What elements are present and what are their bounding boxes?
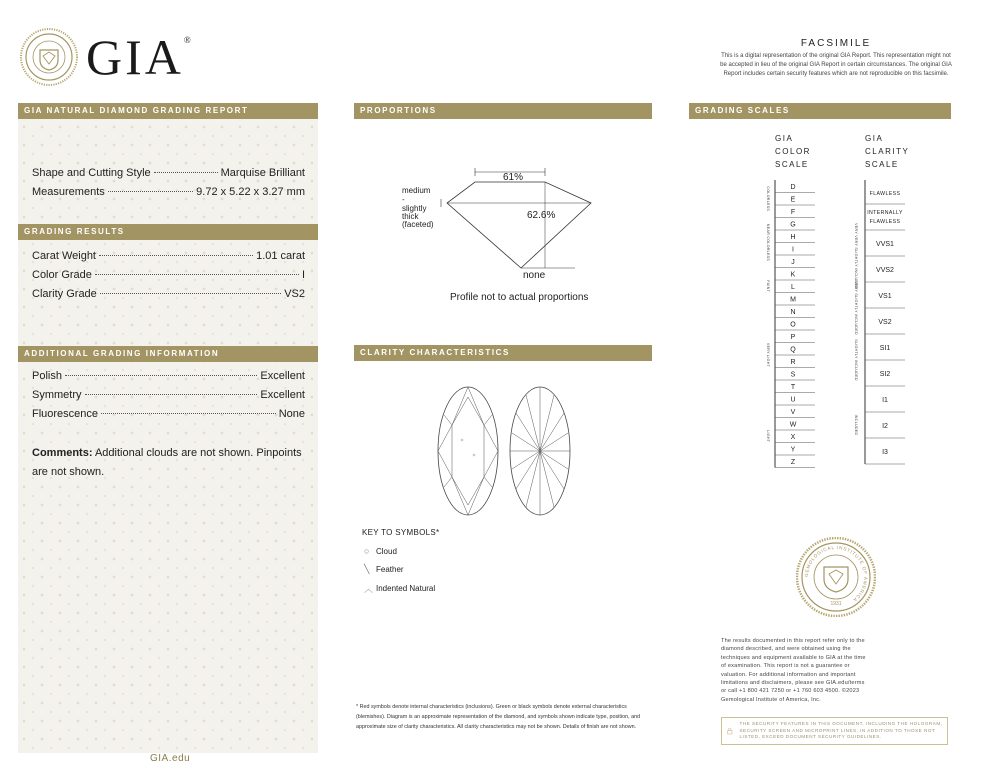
carat-row: Carat Weight 1.01 carat xyxy=(32,250,305,262)
color-group-label: COLORLESS xyxy=(766,186,770,212)
color-grade-J: J xyxy=(791,259,795,266)
facsimile-notice xyxy=(720,38,952,79)
key-item-feather: ╲ Feather xyxy=(364,564,404,574)
color-grade-S: S xyxy=(790,371,796,379)
cloud-icon: ○ xyxy=(364,546,370,556)
color-grade-value: I xyxy=(301,269,305,281)
crown-view xyxy=(438,387,498,515)
color-grade-G: G xyxy=(790,221,796,229)
diamond-profile xyxy=(447,182,591,268)
lock-icon xyxy=(726,721,733,741)
gia-institute-seal-icon xyxy=(796,537,876,617)
clarity-grade-if-line2: FLAWLESS xyxy=(869,219,901,225)
clarity-characteristics-header: CLARITY CHARACTERISTICS xyxy=(354,345,652,361)
color-grade-O: O xyxy=(790,321,796,329)
comments-label: Comments: xyxy=(32,447,93,459)
disclaimer-text: The results documented in this report refer only to the diamond described, and were obtained using the techniques and equipment available to GIA at the time of examination. This report is not a guarantee or valuation. For additional information and important limitations and disclaimers, please see GIA.edu/terms or call +1 800 421 7250 or +1 760 603 4500. ©2023 Gemological Institute of America, Inc. xyxy=(721,638,866,703)
color-grade-row: Color Grade I xyxy=(32,269,305,281)
security-notice xyxy=(721,717,948,745)
clarity-group-label: SLIGHTLY INCLUDED xyxy=(854,339,858,381)
grading-results-header: GRADING RESULTS xyxy=(18,224,318,240)
symmetry-row: Symmetry Excellent xyxy=(32,389,305,401)
symmetry-value: Excellent xyxy=(260,389,305,401)
table-percentage: 61% xyxy=(502,172,524,183)
measurements-row: Measurements 9.72 x 5.22 x 3.27 mm xyxy=(32,186,305,198)
clarity-grade-vvs2: VVS2 xyxy=(876,267,894,274)
color-grade-L: L xyxy=(791,284,795,291)
depth-percentage: 62.6% xyxy=(527,210,556,221)
proportions-diagram xyxy=(395,160,605,285)
measurements-value: 9.72 x 5.22 x 3.27 mm xyxy=(196,186,305,198)
gia-logo xyxy=(20,28,194,86)
clarity-footnote: * Red symbols denote internal characteristics (inclusions). Green or black symbols denote external characteristics (blemishes). Diagram is an approximate representation of the diamond, and symbols shown indicate type, position, and approximate size of clarity characteristics. All clarity characteristics may not be shown. Details of finish are not shown. xyxy=(356,704,641,730)
clarity-grade-i2: I2 xyxy=(882,423,888,430)
color-grade-W: W xyxy=(789,421,797,429)
fluorescence-value: None xyxy=(278,408,305,420)
clarity-group-label: VERY VERY SLIGHTLY INCLUDED xyxy=(854,223,858,289)
report-header: GIA NATURAL DIAMOND GRADING REPORT xyxy=(18,103,318,119)
color-grade-K: K xyxy=(790,271,796,279)
color-grade-T: T xyxy=(790,384,796,391)
gia-edu-link[interactable]: GIA.edu xyxy=(150,753,191,764)
clarity-grade-if-line1: INTERNALLY xyxy=(867,210,903,216)
clarity-scale-title: GIA xyxy=(865,134,884,143)
color-grade-I: I xyxy=(792,246,794,254)
proportions-header: PROPORTIONS xyxy=(354,103,652,119)
color-grade-E: E xyxy=(790,196,796,204)
facsimile-text: This is a digital representation of the original GIA Report. This representation might not be accepted in lieu of the original GIA Report in certain circumstances. The original GIA Report includes certain security features which are not reproducible on this facsimile. xyxy=(720,53,952,77)
clarity-grade-flawless: FLAWLESS xyxy=(869,191,901,197)
pavilion-view xyxy=(510,387,570,515)
polish-row: Polish Excellent xyxy=(32,370,305,382)
key-item-indented-natural: ︿ Indented Natural xyxy=(364,584,436,594)
indented-natural-icon: ︿ xyxy=(364,584,374,594)
color-grade-F: F xyxy=(790,209,796,216)
girdle-line-1: medium xyxy=(402,186,431,195)
color-grade-D: D xyxy=(790,184,796,191)
clarity-group-label: INCLUDED xyxy=(854,414,858,436)
clarity-grade-si2: SI2 xyxy=(879,371,891,378)
feather-icon: ╲ xyxy=(364,564,370,574)
additional-info-header: ADDITIONAL GRADING INFORMATION xyxy=(18,346,318,362)
clarity-group-label: VERY SLIGHTLY INCLUDED xyxy=(854,281,858,335)
color-grade-Y: Y xyxy=(790,446,796,454)
color-grade-Z: Z xyxy=(790,459,796,466)
comments xyxy=(32,444,307,482)
polish-value: Excellent xyxy=(260,370,305,382)
culet-value: none xyxy=(523,270,546,281)
color-grade-Q: Q xyxy=(790,346,796,354)
girdle-line-2: - xyxy=(402,195,405,204)
girdle-line-4: thick xyxy=(402,212,419,221)
color-grade-H: H xyxy=(790,234,796,241)
shape-row: Shape and Cutting Style Marquise Brilliant xyxy=(32,167,305,179)
svg-text:GEMOLOGICAL INSTITUTE OF AMERI xyxy=(804,545,868,603)
clarity-grade-value: VS2 xyxy=(284,288,305,300)
comments-text: Additional clouds are not shown. Pinpoints are not shown. xyxy=(32,447,302,478)
girdle-line-3: slightly xyxy=(402,204,427,213)
color-group-label: VERY LIGHT xyxy=(766,342,770,368)
key-to-symbols-title: KEY TO SYMBOLS* xyxy=(362,528,440,537)
color-grade-U: U xyxy=(790,396,796,404)
clarity-grade-i3: I3 xyxy=(882,449,888,456)
color-grade-R: R xyxy=(790,359,796,366)
clarity-grade-vs1: VS1 xyxy=(878,293,892,300)
clarity-grade-vvs1: VVS1 xyxy=(876,241,894,248)
clarity-scale-title: SCALE xyxy=(865,160,899,169)
clarity-grade-i1: I1 xyxy=(882,397,888,404)
report-panel xyxy=(18,103,318,753)
color-scale-title: GIA xyxy=(775,134,794,143)
key-item-cloud: ○ Cloud xyxy=(364,546,397,556)
color-grade-M: M xyxy=(790,296,796,304)
color-group-label: FAINT xyxy=(766,280,770,293)
color-grade-X: X xyxy=(790,434,796,441)
color-group-label: LIGHT xyxy=(766,430,770,443)
grading-scales-header: GRADING SCALES xyxy=(689,103,951,119)
color-group-label: NEAR COLORLESS xyxy=(766,223,770,262)
color-grade-P: P xyxy=(790,334,796,341)
logo-wordmark: GIA® xyxy=(86,29,194,85)
seal-ring-text: GEMOLOGICAL INSTITUTE OF AMERICA xyxy=(803,544,869,603)
color-scale-title: SCALE xyxy=(775,160,809,169)
color-grade-V: V xyxy=(790,409,796,416)
shape-value: Marquise Brilliant xyxy=(220,167,305,179)
seal-year: 1931 xyxy=(830,601,842,607)
gia-seal-icon xyxy=(20,28,78,86)
clarity-grade-row: Clarity Grade VS2 xyxy=(32,288,305,300)
proportions-caption: Profile not to actual proportions xyxy=(450,292,589,303)
facsimile-title: FACSIMILE xyxy=(800,38,872,49)
girdle-line-5: (faceted) xyxy=(402,220,434,229)
fluorescence-row: Fluorescence None xyxy=(32,408,305,420)
color-scale-title: COLOR xyxy=(775,147,811,156)
carat-value: 1.01 carat xyxy=(256,250,305,262)
clarity-plot-diagram xyxy=(432,385,602,520)
color-grade-N: N xyxy=(790,309,796,316)
clarity-grade-vs2: VS2 xyxy=(878,319,892,326)
grading-scales-diagram xyxy=(755,128,915,468)
clarity-grade-si1: SI1 xyxy=(879,345,891,352)
clarity-scale-title: CLARITY xyxy=(865,147,910,156)
security-text: THE SECURITY FEATURES IN THIS DOCUMENT, INCLUDING THE HOLOGRAM, SECURITY SCREEN AND MICROPRINT LINES, IN ADDITION TO THOSE NOT LISTED, EXCEED DOCUMENT SECURITY GUIDELINES. xyxy=(739,720,943,740)
